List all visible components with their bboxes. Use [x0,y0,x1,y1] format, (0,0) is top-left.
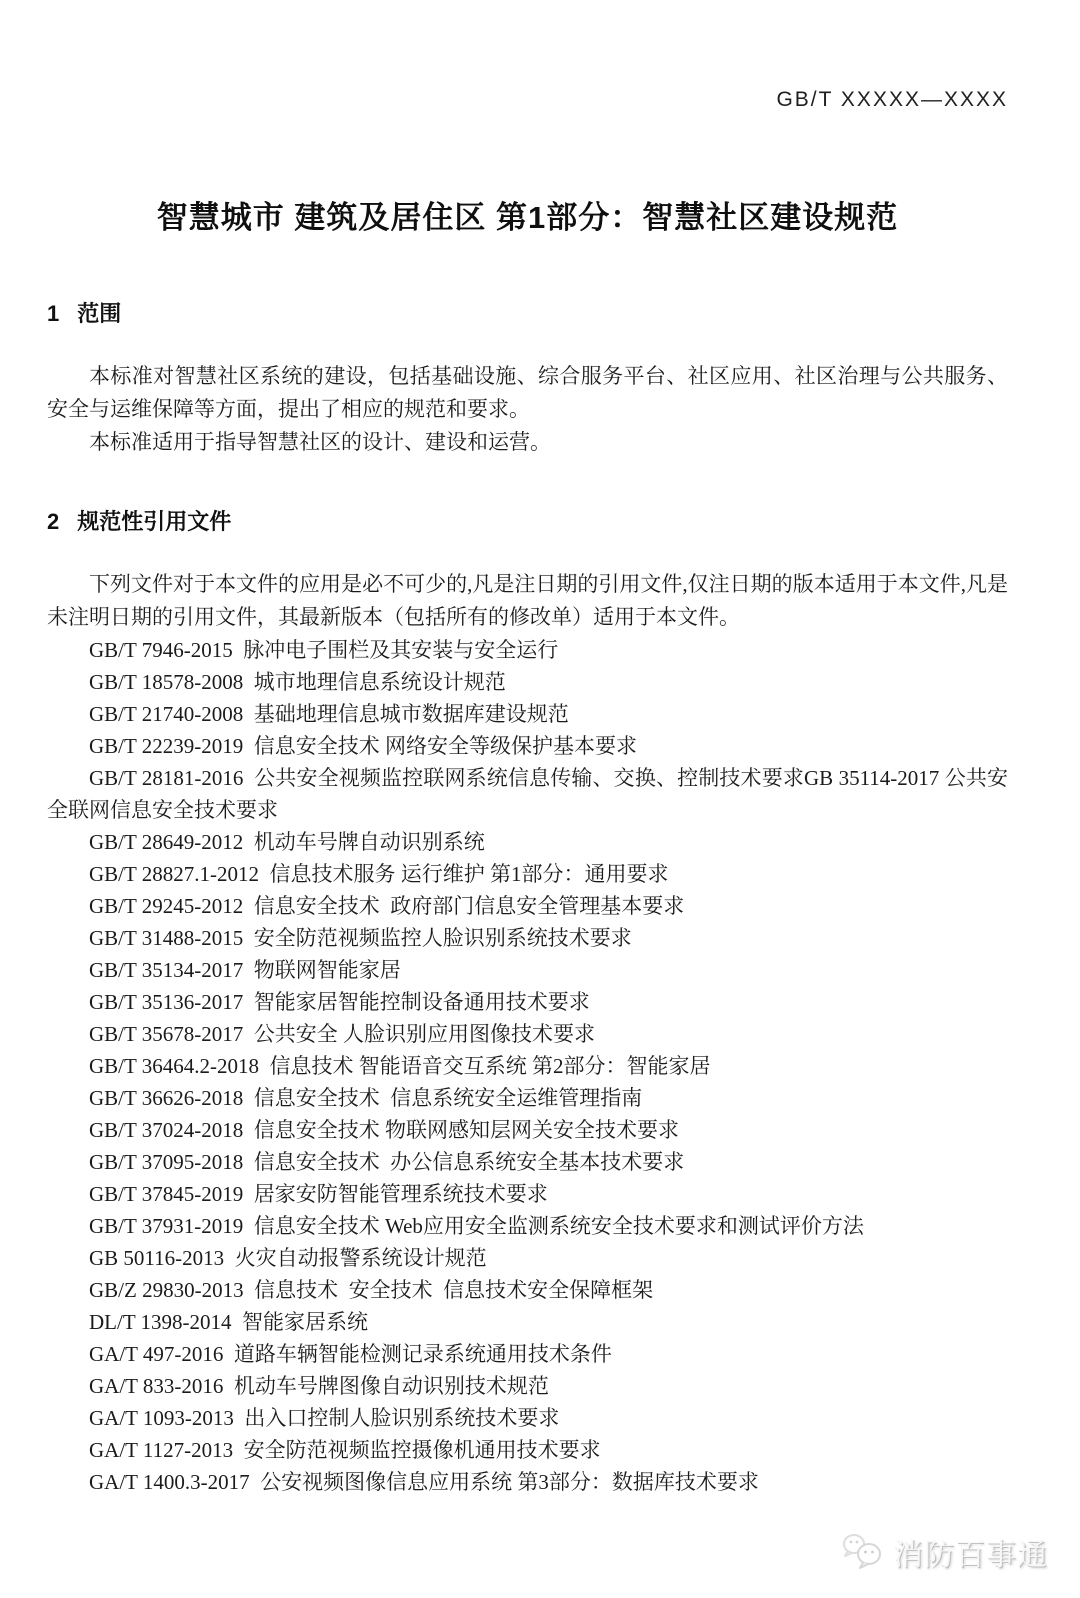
reference-item: GB/T 35136-2017 智能家居智能控制设备通用技术要求 [89,990,590,1014]
reference-item: GB/T 18578-2008 城市地理信息系统设计规范 [89,670,506,694]
reference-item: DL/T 1398-2014 智能家居系统 [89,1310,369,1334]
section-1-number: 1 [47,301,60,326]
reference-item: GB 50116-2013 火灾自动报警系统设计规范 [89,1246,487,1270]
watermark-label: 消防百事通 [893,1539,1048,1572]
section-2-title: 规范性引用文件 [77,509,232,534]
reference-item: GA/T 497-2016 道路车辆智能检测记录系统通用技术条件 [89,1342,612,1366]
reference-item: GB/T 36626-2018 信息安全技术 信息系统安全运维管理指南 [89,1086,643,1110]
reference-item: GA/T 1093-2013 出入口控制人脸识别系统技术要求 [89,1406,560,1430]
reference-item: GB/T 29245-2012 信息安全技术 政府部门信息安全管理基本要求 [89,894,685,918]
section-1-title: 范围 [77,301,122,326]
reference-item: GB/T 35678-2017 公共安全 人脸识别应用图像技术要求 [89,1022,595,1046]
reference-item: GB/T 37095-2018 信息安全技术 办公信息系统安全基本技术要求 [89,1150,685,1174]
normative-references-list [47,634,1008,1498]
reference-item: GB/T 28649-2012 机动车号牌自动识别系统 [89,830,485,854]
watermark [839,1530,1048,1574]
reference-item: GB/T 36464.2-2018 信息技术 智能语音交互系统 第2部分：智能家居 [89,1054,711,1078]
reference-item: GB/T 37024-2018 信息安全技术 物联网感知层网关安全技术要求 [89,1118,679,1142]
reference-item: GB/T 37845-2019 居家安防智能管理系统技术要求 [89,1182,548,1206]
reference-item: GB/T 7946-2015 脉冲电子围栏及其安装与安全运行 [89,638,559,662]
reference-item: GB/T 22239-2019 信息安全技术 网络安全等级保护基本要求 [89,734,637,758]
section-2-heading [47,505,1008,536]
reference-item: GA/T 1400.3-2017 公安视频图像信息应用系统 第3部分：数据库技术要求 [89,1470,759,1494]
section-1-heading [47,297,1008,328]
references-intro-paragraph: 下列文件对于本文件的应用是必不可少的,凡是注日期的引用文件,仅注日期的版本适用于本文件,凡是未注明日期的引用文件，其最新版本（包括所有的修改单）适用于本文件。 [47,572,1008,629]
reference-item: GB/T 35134-2017 物联网智能家居 [89,958,401,982]
reference-item: GB/T 28181-2016 公共安全视频监控联网系统信息传输、交换、控制技术要求GB 35114-2017 公共安全联网信息安全技术要求 [47,766,1008,822]
reference-item: GB/T 37931-2019 信息安全技术 Web应用安全监测系统安全技术要求和测试评价方法 [89,1214,864,1238]
reference-item: GA/T 1127-2013 安全防范视频监控摄像机通用技术要求 [89,1438,601,1462]
standard-code-header: GB/T XXXXX—XXXX [776,88,1008,111]
section-2-number: 2 [47,509,60,534]
reference-item: GB/Z 29830-2013 信息技术 安全技术 信息技术安全保障框架 [89,1278,654,1302]
wechat-icon [839,1532,885,1572]
reference-item: GB/T 21740-2008 基础地理信息城市数据库建设规范 [89,702,569,726]
document-title: 智慧城市 建筑及居住区 第1部分：智慧社区建设规范 [156,200,899,235]
reference-item: GB/T 28827.1-2012 信息技术服务 运行维护 第1部分：通用要求 [89,862,669,886]
reference-item: GB/T 31488-2015 安全防范视频监控人脸识别系统技术要求 [89,926,632,950]
scope-paragraph-1: 本标准对智慧社区系统的建设，包括基础设施、综合服务平台、社区应用、社区治理与公共服务、安全与运维保障等方面，提出了相应的规范和要求。 [47,364,1008,421]
scope-paragraph-2: 本标准适用于指导智慧社区的设计、建设和运营。 [89,430,551,454]
reference-item: GA/T 833-2016 机动车号牌图像自动识别技术规范 [89,1374,549,1398]
